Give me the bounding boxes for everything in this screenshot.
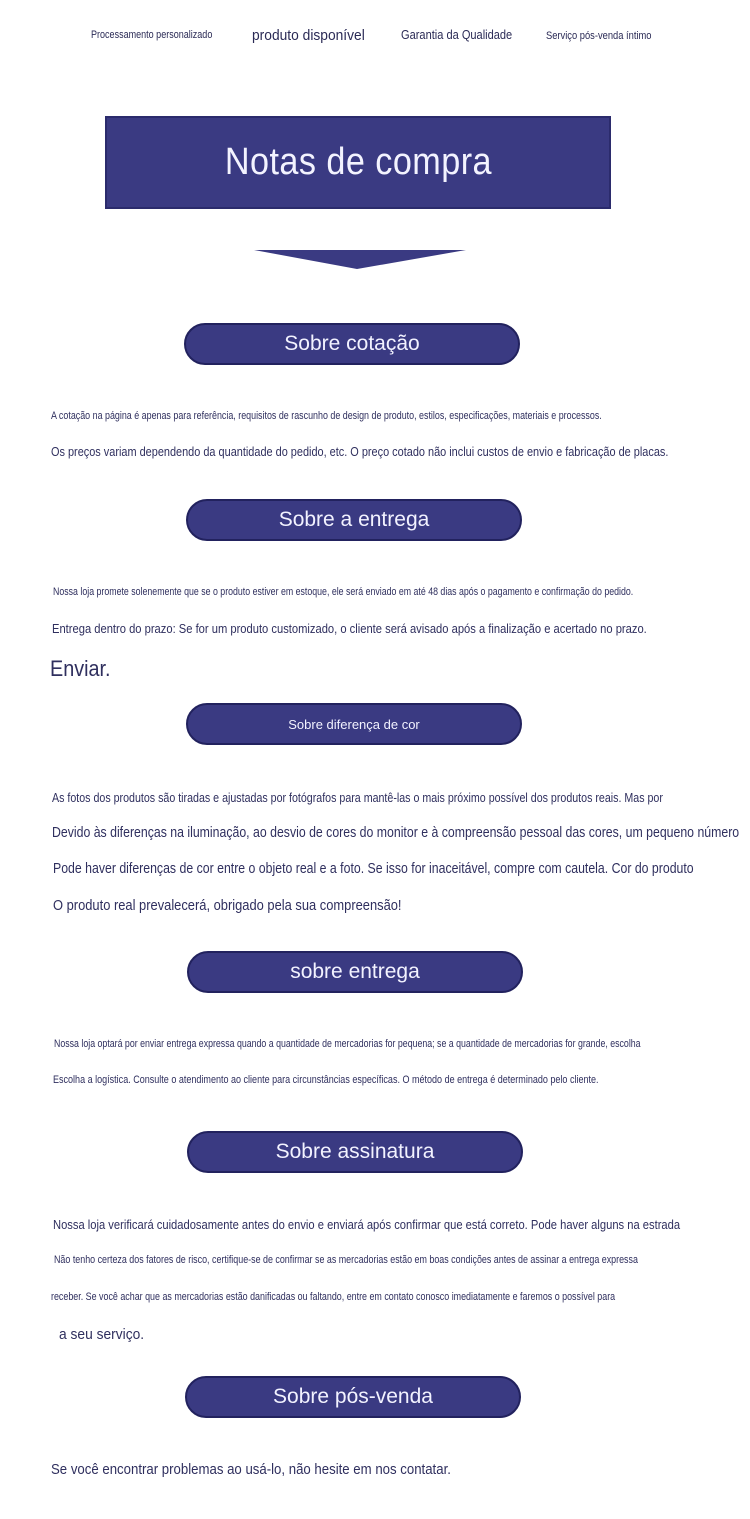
color-line-3: Pode haver diferenças de cor entre o objeto real e a foto. Se isso for inaceitável, compre com cautela. Cor do produto [53, 860, 694, 877]
section-delivery-header [186, 499, 522, 541]
down-arrow-icon [254, 250, 466, 270]
signature-line-1: Nossa loja verificará cuidadosamente antes do envio e enviará após confirmar que está correto. Pode haver alguns na estrada [53, 1217, 681, 1232]
signature-line-3: receber. Se você achar que as mercadorias estão danificadas ou faltando, entre em contato conosco imediatamente e faremos o possível para [51, 1291, 616, 1303]
feature-quality-guarantee: Garantia da Qualidade [401, 27, 513, 42]
feature-custom-processing: Processamento personalizado [91, 29, 213, 41]
section-after-sales-title: Sobre pós-venda [273, 1385, 433, 1408]
section-quote-title: Sobre cotação [284, 332, 420, 355]
section-quote-header [184, 323, 520, 365]
color-line-2: Devido às diferenças na iluminação, ao desvio de cores do monitor e à compreensão pessoal das cores, um pequeno número [52, 824, 740, 841]
signature-line-2: Não tenho certeza dos fatores de risco, certifique-se de confirmar se as mercadorias estão em boas condições antes de assinar a entrega expressa [54, 1254, 638, 1266]
color-line-4: O produto real prevalecerá, obrigado pela sua compreensão! [53, 897, 402, 914]
section-signature-header [187, 1131, 523, 1173]
color-line-1: As fotos dos produtos são tiradas e ajustadas por fotógrafos para mantê-las o mais próximo possível dos produtos reais. Mas por [52, 790, 663, 805]
purchase-notes-banner [105, 116, 611, 209]
section-color-header [186, 703, 522, 745]
section-after-sales-header [185, 1376, 521, 1418]
quote-line-1: A cotação na página é apenas para referência, requisitos de rascunho de design de produto, estilos, especificações, materiais e processos. [51, 410, 602, 422]
delivery-line-2: Entrega dentro do prazo: Se for um produto customizado, o cliente será avisado após a finalização e acertado no prazo. [52, 621, 647, 636]
after-sales-line-1: Se você encontrar problemas ao usá-lo, não hesite em nos contatar. [51, 1461, 451, 1478]
section-shipping-header [187, 951, 523, 993]
signature-line-4: a seu serviço. [59, 1326, 145, 1343]
shipping-line-1: Nossa loja optará por enviar entrega expressa quando a quantidade de mercadorias for pequena; se a quantidade de mercadorias for grande, escolha [54, 1038, 641, 1050]
section-color-title: Sobre diferença de cor [288, 716, 420, 732]
shipping-line-2: Escolha a logística. Consulte o atendimento ao cliente para circunstâncias específicas. O método de entrega é determinado pelo cliente. [53, 1074, 599, 1086]
feature-strip [0, 0, 750, 70]
section-signature-title: Sobre assinatura [275, 1140, 435, 1163]
banner-title: Notas de compra [224, 141, 492, 183]
feature-after-sales: Serviço pós-venda íntimo [546, 30, 652, 42]
section-delivery-title: Sobre a entrega [278, 508, 430, 531]
delivery-line-1: Nossa loja promete solenemente que se o produto estiver em estoque, ele será enviado em até 48 dias após o pagamento e confirmação do pedido. [53, 586, 634, 598]
delivery-line-3: Enviar. [50, 656, 111, 681]
section-shipping-title: sobre entrega [290, 960, 420, 983]
quote-line-2: Os preços variam dependendo da quantidade do pedido, etc. O preço cotado não inclui custos de envio e fabricação de placas. [51, 444, 669, 459]
feature-product-available: produto disponível [252, 27, 365, 44]
